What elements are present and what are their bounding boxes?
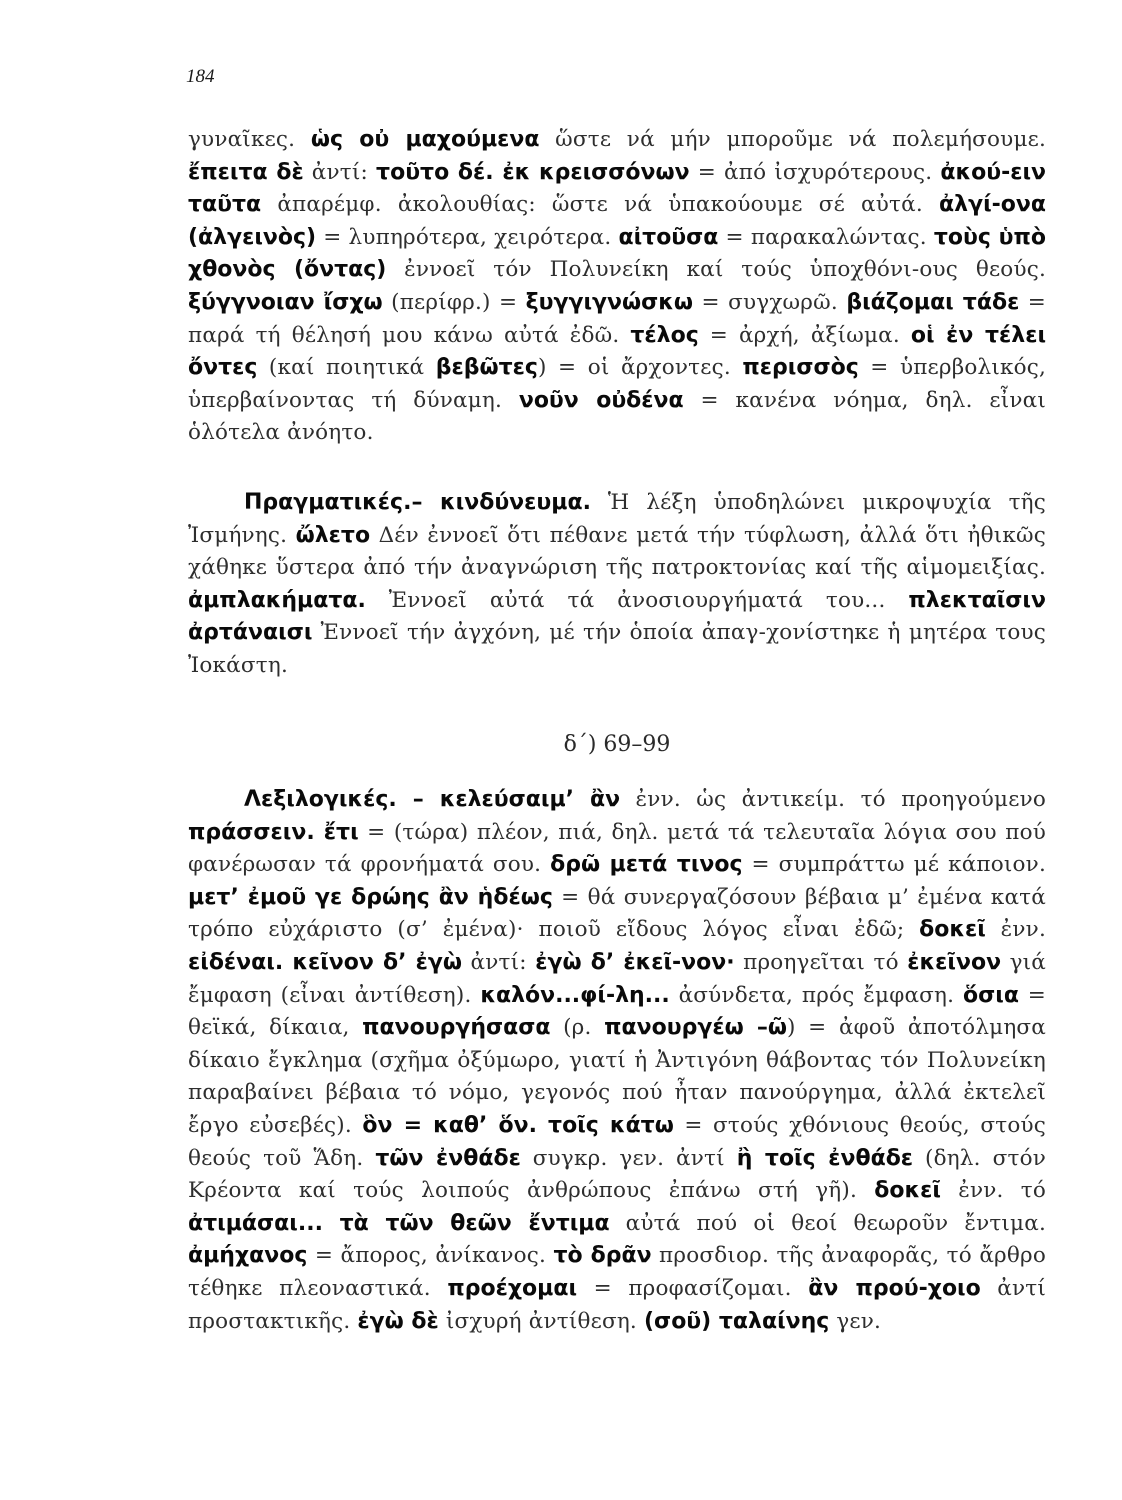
gloss-text: ἀντί: — [462, 949, 536, 975]
gloss-text: = ἀπό ἰσχυρότερους. — [689, 159, 941, 185]
paragraph-factual-notes — [188, 487, 1046, 683]
headword: ἀμήχανος — [188, 1243, 308, 1269]
gloss-text: (δηλ. στόν Κρέοντα καί τούς λοιπούς ἀνθρώπους ἐπάνω στή γῆ). — [188, 1145, 1046, 1204]
paragraph-lexical-notes — [188, 784, 1046, 1338]
gloss-text: (καί ποιητικά — [257, 355, 436, 381]
headword: (σοῦ) ταλαίνης — [644, 1308, 830, 1334]
headword: δοκεῖ — [874, 1178, 941, 1204]
gloss-text: (περίφρ.) = — [382, 289, 526, 315]
headword: ἐγὼ δὲ — [357, 1308, 439, 1334]
headword: τοῦτο δέ. ἐκ κρεισσόνων — [376, 159, 690, 185]
gloss-text: γεν. — [829, 1308, 882, 1334]
gloss-text: = ἄπορος, ἀνίκανος. — [307, 1243, 554, 1269]
headword: δρῶ μετά τινος — [550, 852, 743, 878]
gloss-text: ἀπαρέμφ. ἀκολουθίας: ὥστε νά ὑπακούουμε σέ αὐτά. — [261, 192, 940, 218]
gloss-text: = θεϊκά, δίκαια, — [188, 982, 1046, 1041]
headword: ἀλγί-ονα (ἀλγεινὸς) — [188, 192, 1046, 250]
headword: ξύγγνοιαν ἴσχω — [188, 289, 383, 315]
gloss-text: = λυπηρότερα, χειρότερα. — [316, 224, 619, 250]
headword: πλεκταῖσιν ἀρτάναισι — [188, 587, 1046, 646]
gloss-text: = θά συνεργαζόσουν βέβαια μ’ ἐμένα κατά τρόπο εὐχάριστο (σ’ ἐμένα)· ποιοῦ εἴδους λόγος εἶναι ἐδῶ; — [188, 884, 1046, 943]
headword: οἱ ἐν τέλει ὄντες — [188, 322, 1047, 381]
headword: ἔπειτα δὲ — [188, 159, 304, 185]
gloss-text: ἐνν. τό — [940, 1178, 1046, 1204]
headword: καλόν...φί-λη... — [480, 982, 670, 1008]
gloss-text: = συγχωρῶ. — [693, 289, 847, 315]
headword: ἀκού-ειν ταῦτα — [188, 159, 1047, 218]
headword: τὸ δρᾶν — [553, 1243, 652, 1269]
headword: ἀμπλακήματα. — [188, 587, 366, 613]
gloss-text: Ἡ λέξη ὑποδηλώνει μικροψυχία τῆς Ἰσμήνης. — [188, 490, 1046, 548]
headword: νοῦν οὐδένα — [518, 387, 684, 413]
headword: ἐκεῖνον — [907, 949, 1002, 975]
gloss-text: = κανένα νόημα, δηλ. εἶναι ὁλότελα ἀνόητο. — [188, 387, 1047, 446]
headword: ὅσια — [963, 982, 1019, 1008]
gloss-text: ἀντί προστακτικῆς. — [188, 1275, 1047, 1334]
gloss-text: γυναῖκες. — [188, 127, 311, 152]
headword: δοκεῖ — [919, 917, 986, 943]
gloss-text: Ἐννοεῖ τήν ἀγχόνη, μέ τήν ὁποία ἀπαγ-χονίστηκε ἡ μητέρα τους Ἰοκάστη. — [188, 620, 1046, 678]
gloss-text: ἐνν. ὡς ἀντικείμ. τό προηγούμενο — [620, 787, 1046, 812]
gloss-text: Δέν ἐννοεῖ ὅτι πέθανε μετά τήν τύφλωση, ἀλλά ὅτι ἠθικῶς χάθηκε ὕστερα ἀπό τήν ἀναγνώριση τῆς πατροκτονίας καί τῆς αἱμομειξίας. — [188, 522, 1046, 581]
gloss-text: προσδιορ. τῆς ἀναφορᾶς, τό ἄρθρο τέθηκε πλεοναστικά. — [188, 1243, 1047, 1301]
headword: ξυγγιγνώσκω — [525, 289, 694, 315]
gloss-text: ) = οἱ ἄρχοντες. — [537, 355, 743, 381]
gloss-text: γιά ἔμφαση (εἶναι ἀντίθεση). — [188, 949, 1046, 1008]
gloss-text: ἀντί: — [303, 159, 377, 185]
page-number: 184 — [186, 66, 215, 87]
gloss-text: ἀσύνδετα, πρός ἔμφαση. — [669, 982, 963, 1008]
gloss-text: = ὑπερβολικός, ὑπερβαίνοντας τή δύναμη. — [188, 355, 1047, 413]
headword: ὃν = καθ’ ὅν. τοῖς κάτω — [362, 1112, 674, 1138]
headword: μετ’ ἐμοῦ γε δρώης ἂν ἡδέως — [188, 884, 553, 910]
headword: τέλος — [630, 322, 699, 348]
headword: αἰτοῦσα — [618, 224, 719, 250]
headword: περισσὸς — [742, 355, 859, 381]
gloss-text: = ἀρχή, ἀξίωμα. — [698, 322, 911, 348]
headword: προέχομαι — [447, 1275, 578, 1301]
headword: Λεξιλογικές. – κελεύσαιμ’ ἂν — [244, 787, 621, 812]
gloss-text: ὥστε νά μήν μποροῦμε νά πολεμήσουμε. — [539, 127, 1046, 152]
headword: πανουργήσασα — [362, 1015, 551, 1041]
headword: βιάζομαι τάδε — [846, 289, 1020, 315]
headword: ὤλετο — [295, 522, 371, 548]
headword: τοὺς ὑπὸ χθονὸς (ὄντας) — [188, 224, 1046, 283]
gloss-text: = στούς χθόνιους θεούς, στούς θεούς τοῦ Ἅδη. — [188, 1112, 1046, 1171]
gloss-text: προηγεῖται τό — [734, 949, 908, 975]
gloss-text: = (τώρα) πλέον, πιά, δηλ. μετά τά τελευταῖα λόγια σου πού φανέρωσαν τά φρονήματά σου. — [188, 819, 1046, 878]
headword: βεβῶτες — [435, 355, 538, 381]
section-heading: δ΄) 69–99 — [563, 732, 671, 757]
gloss-text: ἐννοεῖ τόν Πολυνείκη καί τούς ὑποχθόνι-ους θεούς. — [386, 257, 1046, 283]
gloss-text: Ἐννοεῖ αὐτά τά ἀνοσιουργήματά του... — [365, 587, 909, 613]
gloss-text: ἰσχυρή ἀντίθεση. — [438, 1308, 644, 1334]
headword: τῶν ἐνθάδε — [375, 1145, 521, 1171]
headword: ἂν πρού-χοιο — [808, 1275, 981, 1301]
gloss-text: = παρά τή θέλησή μου κάνω αὐτά ἐδῶ. — [188, 289, 1046, 348]
headword: ἢ τοῖς ἐνθάδε — [736, 1145, 914, 1171]
headword: ὡς οὐ μαχούμενα — [310, 127, 540, 152]
headword: Πραγματικές.– κινδύνευμα. — [244, 490, 591, 515]
headword: ἐγὼ δ’ ἐκεῖ-νον· — [535, 949, 735, 975]
gloss-text: συγκρ. γεν. ἀντί — [520, 1145, 737, 1171]
gloss-text: = προφασίζομαι. — [577, 1275, 809, 1301]
headword: ἀτιμάσαι... τὰ τῶν θεῶν ἔντιμα — [188, 1210, 610, 1236]
headword: εἰδέναι. κεῖνον δ’ ἐγὼ — [188, 949, 463, 975]
gloss-text: (ρ. — [550, 1015, 605, 1041]
gloss-text: = παρακαλώντας. — [718, 224, 934, 250]
headword: πράσσειν. ἔτι — [188, 819, 359, 845]
paragraph-vocabulary-notes — [188, 124, 1046, 450]
headword: πανουργέω –ῶ — [604, 1015, 788, 1041]
gloss-text: αὐτά πού οἱ θεοί θεωροῦν ἔντιμα. — [609, 1210, 1046, 1236]
gloss-text: ) = ἀφοῦ ἀποτόλμησα δίκαιο ἔγκλημα (σχῆμα ὀξύμωρο, γιατί ἡ Ἀντιγόνη θάβοντας τόν Πολυνείκη παραβαίνει βέβαια τό νόμο, γεγονός πού ἦταν πανούργημα, ἀλλά ἐκτελεῖ ἔργο εὐσεβές). — [188, 1015, 1047, 1138]
gloss-text: ἐνν. — [985, 917, 1046, 943]
gloss-text: = συμπράττω μέ κάποιον. — [742, 852, 1046, 878]
